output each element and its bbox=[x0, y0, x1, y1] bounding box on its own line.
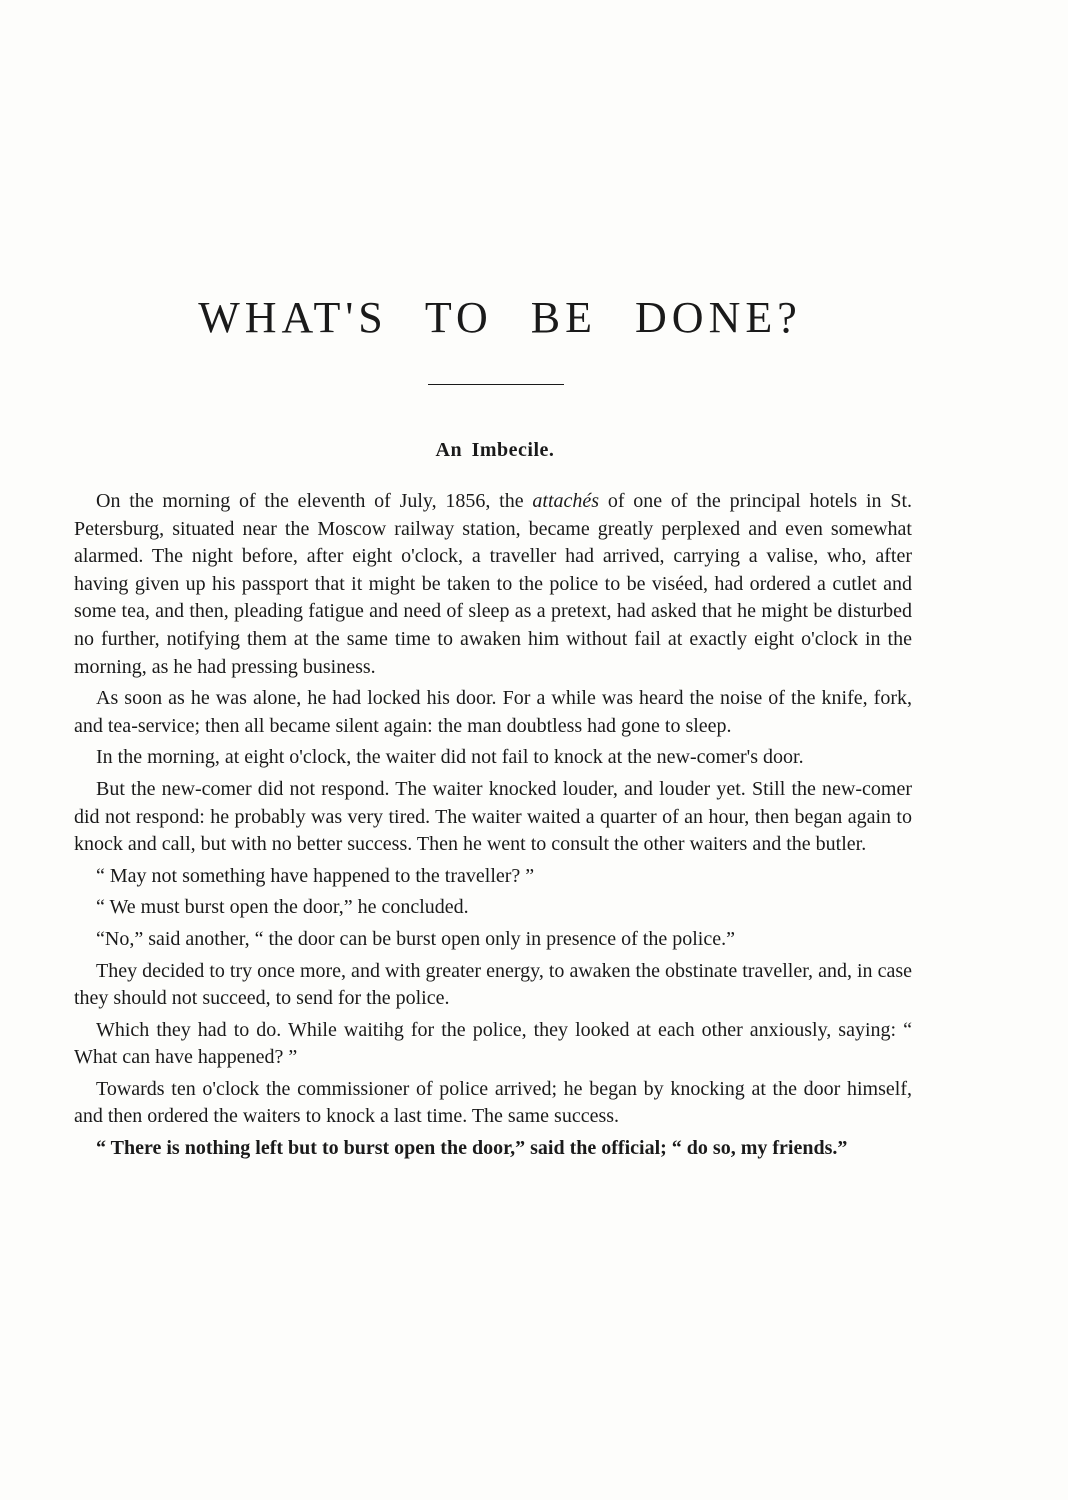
title-divider bbox=[428, 384, 564, 385]
paragraph-4: But the new-comer did not respond. The waiter knocked louder, and louder yet. Still the new-comer did not respond: he probably was very tired. The waiter waited a quarter of an hour, then began again to knock and call, but with no better success. Then he went to consult the other waiters and the butler. bbox=[74, 777, 912, 856]
paragraph-3: In the morning, at eight o'clock, the waiter did not fail to knock at the new-comer's door. bbox=[96, 746, 804, 769]
paragraph-10: Towards ten o'clock the commissioner of police arrived; he began by knocking at the door himself, and then ordered the waiters to knock a last time. The same success. bbox=[74, 1077, 912, 1128]
paragraph-6: “ We must burst open the door,” he concluded. bbox=[96, 896, 469, 919]
paragraph-7: “No,” said another, “ the door can be burst open only in presence of the police.” bbox=[96, 927, 735, 950]
paragraph-8: They decided to try once more, and with greater energy, to awaken the obstinate traveller, and, in case they should not succeed, to send for the police. bbox=[74, 959, 912, 1010]
paragraph-1 bbox=[74, 488, 912, 681]
paragraph-5: “ May not something have happened to the traveller? ” bbox=[96, 864, 535, 887]
paragraph-1-before: On the morning of the eleventh of July, 1856, the bbox=[96, 490, 533, 512]
chapter-heading: An Imbecile. bbox=[435, 439, 555, 461]
paragraph-1-after: of one of the principal hotels in St. Petersburg, situated near the Moscow railway station, became greatly perplexed and even somewhat alarmed. The night before, after eight o'clock, a traveller had arrived, carrying a valise, who, after having given up his passport that it might be taken to the police to be viséed, had ordered a cutlet and some tea, and then, pleading fatigue and need of sleep as a pretext, had asked that he might be disturbed no further, notifying them at the same time to awaken him without fail at exactly eight o'clock in the morning, as he had pressing business. bbox=[74, 490, 913, 678]
page-title: WHAT'S TO BE DONE? bbox=[198, 293, 802, 342]
body-text bbox=[74, 488, 912, 1163]
paragraph-9: Which they had to do. While waitihg for the police, they looked at each other anxiously, saying: “ What can have happened? ” bbox=[74, 1018, 912, 1069]
paragraph-2: As soon as he was alone, he had locked his door. For a while was heard the noise of the knife, fork, and tea-service; then all became silent again: the man doubtless had gone to sleep. bbox=[74, 687, 912, 737]
paragraph-11: “ There is nothing left but to burst open the door,” said the official; “ do so, my friends.” bbox=[96, 1137, 848, 1160]
paragraph-1-emphasis: attachés bbox=[532, 490, 600, 512]
